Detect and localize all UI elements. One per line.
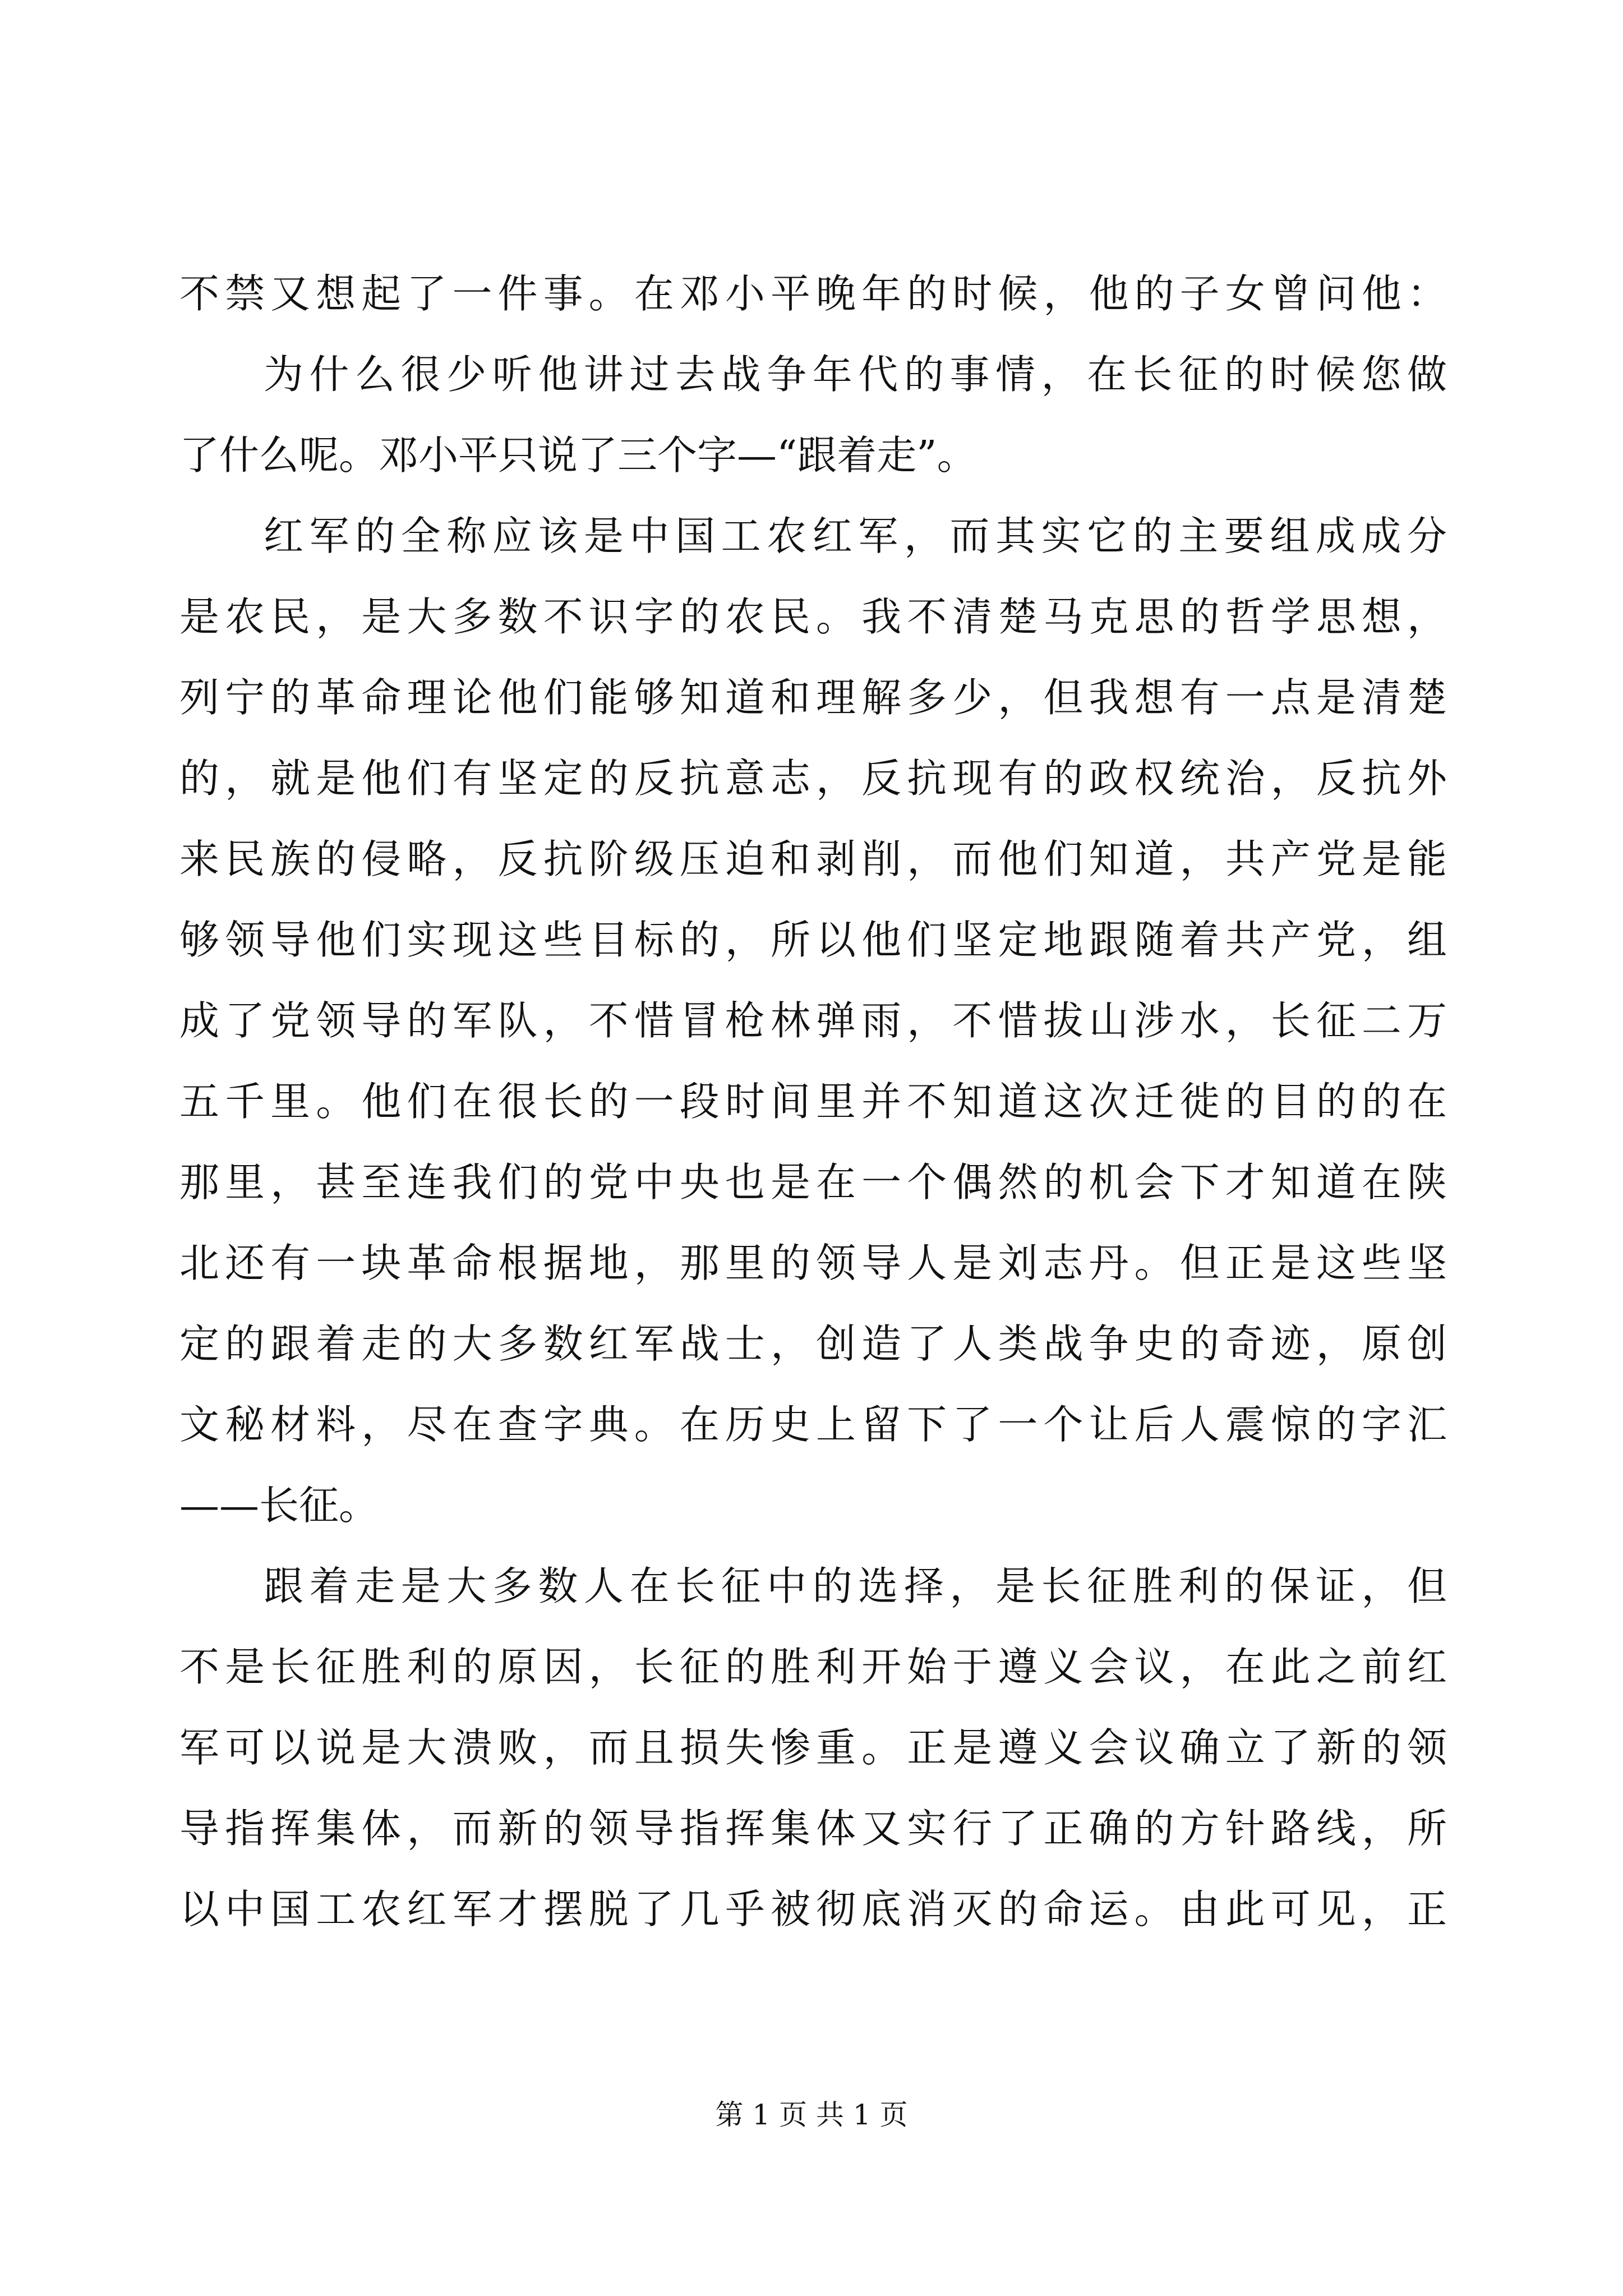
text-line: 不是长征胜利的原因，长征的胜利开始于遵义会议，在此之前红 — [179, 1644, 1447, 1690]
text-line: 导指挥集体，而新的领导指挥集体又实行了正确的方针路线，所 — [179, 1805, 1447, 1852]
text-line: 不禁又想起了一件事。在邓小平晚年的时候，他的子女曾问他： — [179, 270, 1447, 317]
text-line: 军可以说是大溃败，而且损失惨重。正是遵义会议确立了新的领 — [179, 1724, 1447, 1771]
text-line: 北还有一块革命根据地，那里的领导人是刘志丹。但正是这些坚 — [179, 1240, 1447, 1286]
text-line: 那里，甚至连我们的党中央也是在一个偶然的机会下才知道在陕 — [179, 1159, 1447, 1205]
document-body — [179, 254, 1447, 1950]
page-number-footer: 第 1 页 共 1 页 — [715, 2099, 908, 2131]
paragraph-first-line: 为什么很少听他讲过去战争年代的事情，在长征的时候您做 — [264, 351, 1447, 398]
text-line: 五千里。他们在很长的一段时间里并不知道这次迁徙的目的的在 — [179, 1078, 1447, 1125]
text-line: 列宁的革命理论他们能够知道和理解多少，但我想有一点是清楚 — [179, 674, 1447, 721]
text-line: 以中国工农红军才摆脱了几乎被彻底消灭的命运。由此可见，正 — [179, 1886, 1447, 1932]
text-line: ——长征。 — [179, 1482, 379, 1529]
text-line: 成了党领导的军队，不惜冒枪林弹雨，不惜拔山涉水，长征二万 — [179, 997, 1447, 1044]
text-line: 是农民，是大多数不识字的农民。我不清楚马克思的哲学思想， — [179, 593, 1447, 640]
text-line: 够领导他们实现这些目标的，所以他们坚定地跟随着共产党，组 — [179, 917, 1447, 963]
paragraph-first-line: 跟着走是大多数人在长征中的选择，是长征胜利的保证，但 — [264, 1563, 1447, 1609]
text-line: 文秘材料，尽在查字典。在历史上留下了一个让后人震惊的字汇 — [179, 1401, 1447, 1448]
text-line: 来民族的侵略，反抗阶级压迫和剥削，而他们知道，共产党是能 — [179, 836, 1447, 882]
paragraph-first-line: 红军的全称应该是中国工农红军，而其实它的主要组成成分 — [264, 513, 1447, 559]
text-line: 了什么呢。邓小平只说了三个字—“跟着走”。 — [179, 432, 977, 478]
text-line: 定的跟着走的大多数红军战士，创造了人类战争史的奇迹，原创 — [179, 1320, 1447, 1367]
text-line: 的，就是他们有坚定的反抗意志，反抗现有的政权统治，反抗外 — [179, 755, 1447, 802]
